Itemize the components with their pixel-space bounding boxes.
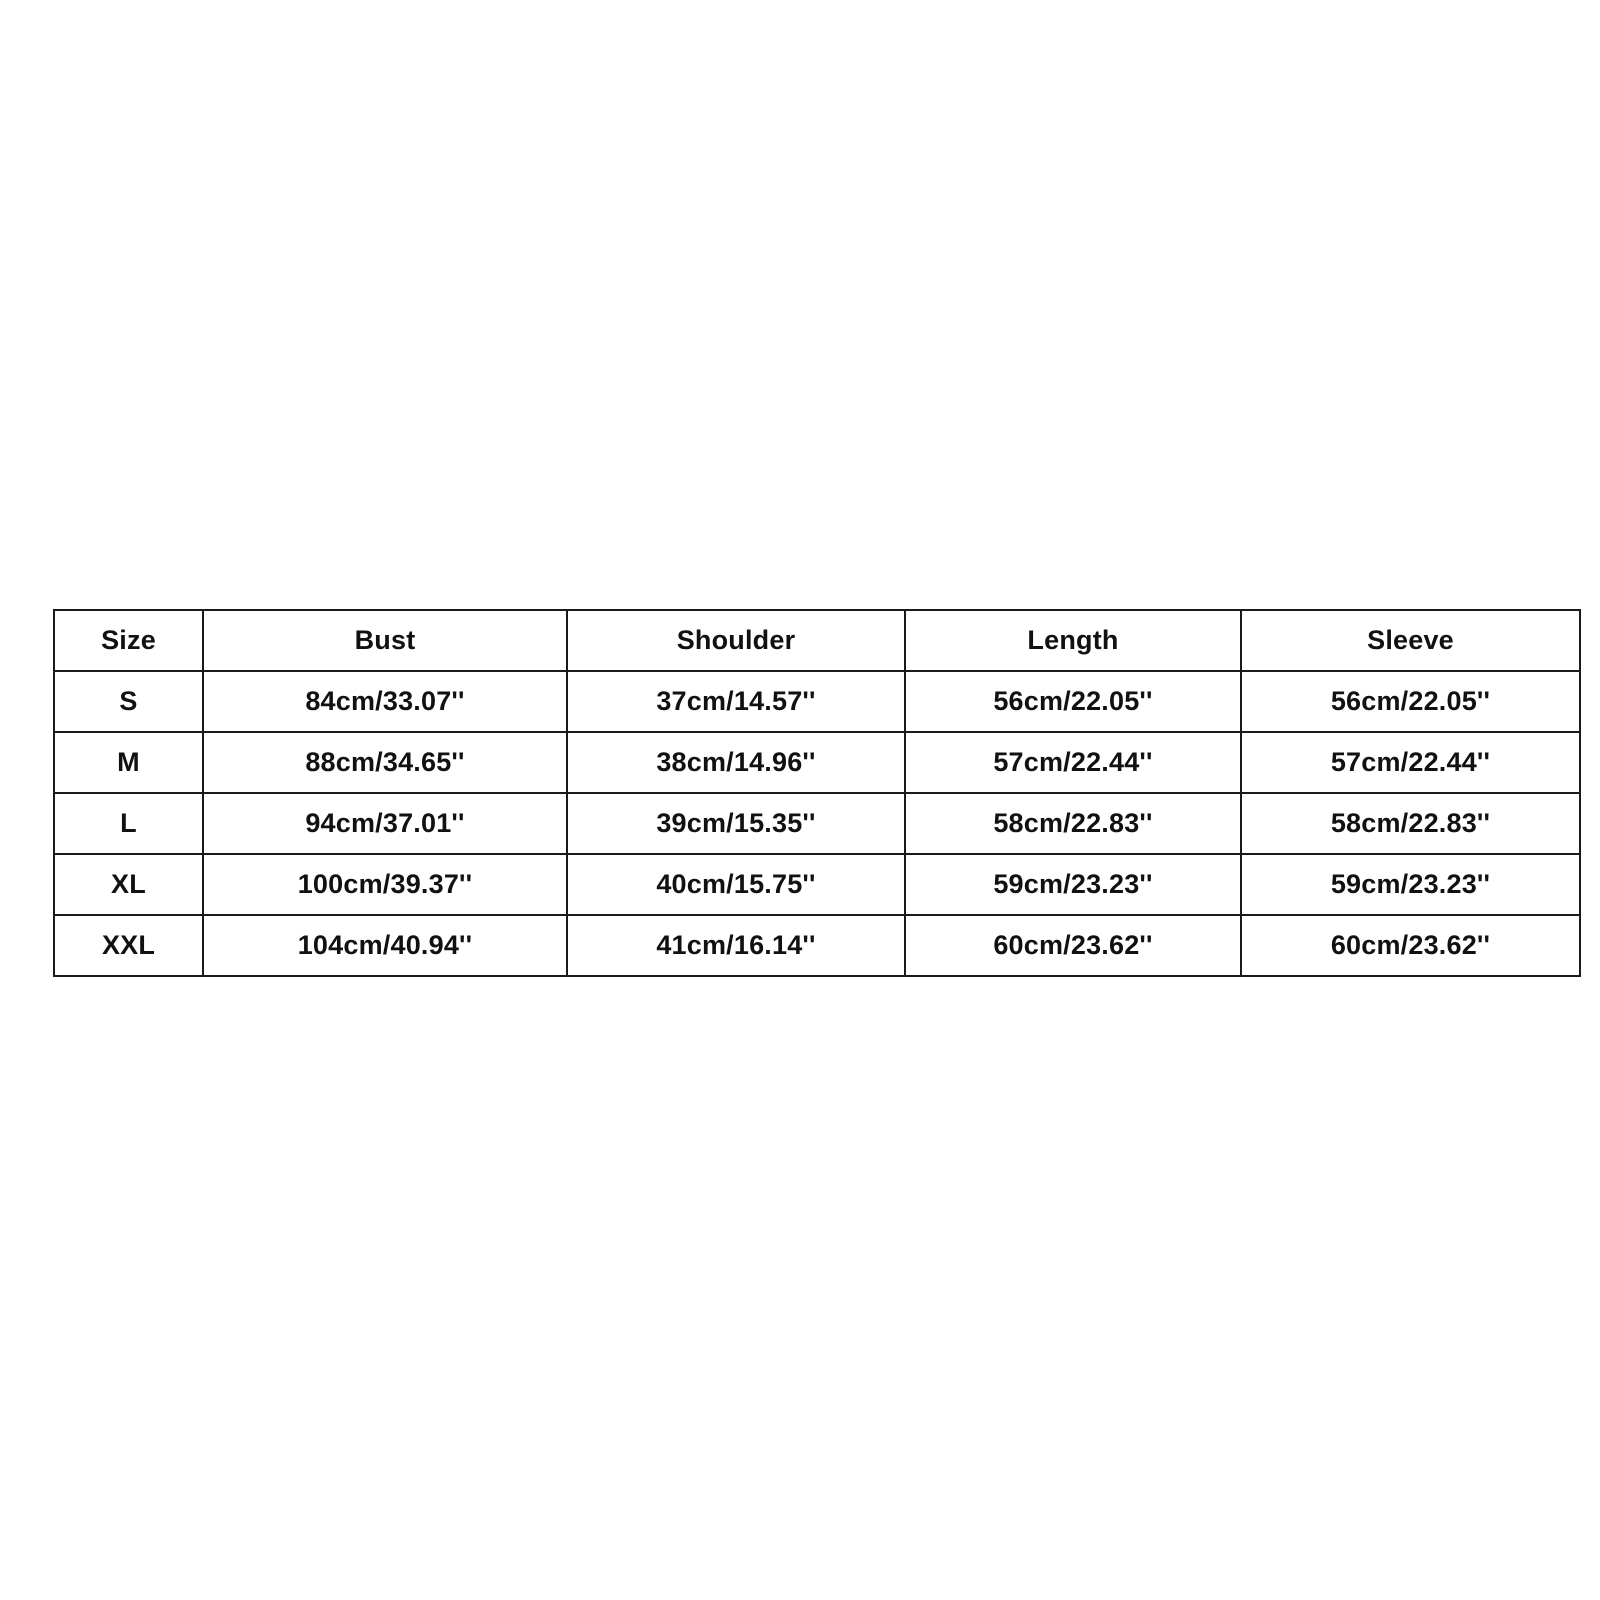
size-cell: M xyxy=(54,732,203,793)
header-size: Size xyxy=(54,610,203,671)
length-cell: 56cm/22.05'' xyxy=(905,671,1241,732)
shoulder-cell: 41cm/16.14'' xyxy=(567,915,905,976)
length-cell: 59cm/23.23'' xyxy=(905,854,1241,915)
size-chart-body xyxy=(54,671,1580,976)
sleeve-cell: 57cm/22.44'' xyxy=(1241,732,1580,793)
sleeve-cell: 56cm/22.05'' xyxy=(1241,671,1580,732)
shoulder-cell: 40cm/15.75'' xyxy=(567,854,905,915)
header-shoulder: Shoulder xyxy=(567,610,905,671)
bust-cell: 104cm/40.94'' xyxy=(203,915,567,976)
size-chart-header xyxy=(54,610,1580,671)
sleeve-cell: 60cm/23.62'' xyxy=(1241,915,1580,976)
size-cell: L xyxy=(54,793,203,854)
table-row xyxy=(54,793,1580,854)
length-cell: 60cm/23.62'' xyxy=(905,915,1241,976)
size-cell: S xyxy=(54,671,203,732)
table-row xyxy=(54,732,1580,793)
bust-cell: 84cm/33.07'' xyxy=(203,671,567,732)
length-cell: 58cm/22.83'' xyxy=(905,793,1241,854)
table-row xyxy=(54,915,1580,976)
header-length: Length xyxy=(905,610,1241,671)
header-sleeve: Sleeve xyxy=(1241,610,1580,671)
bust-cell: 94cm/37.01'' xyxy=(203,793,567,854)
size-cell: XL xyxy=(54,854,203,915)
size-chart-table xyxy=(53,609,1581,977)
bust-cell: 88cm/34.65'' xyxy=(203,732,567,793)
header-bust: Bust xyxy=(203,610,567,671)
size-cell: XXL xyxy=(54,915,203,976)
shoulder-cell: 39cm/15.35'' xyxy=(567,793,905,854)
shoulder-cell: 38cm/14.96'' xyxy=(567,732,905,793)
bust-cell: 100cm/39.37'' xyxy=(203,854,567,915)
sleeve-cell: 58cm/22.83'' xyxy=(1241,793,1580,854)
table-row xyxy=(54,671,1580,732)
sleeve-cell: 59cm/23.23'' xyxy=(1241,854,1580,915)
shoulder-cell: 37cm/14.57'' xyxy=(567,671,905,732)
table-row xyxy=(54,854,1580,915)
header-row xyxy=(54,610,1580,671)
length-cell: 57cm/22.44'' xyxy=(905,732,1241,793)
